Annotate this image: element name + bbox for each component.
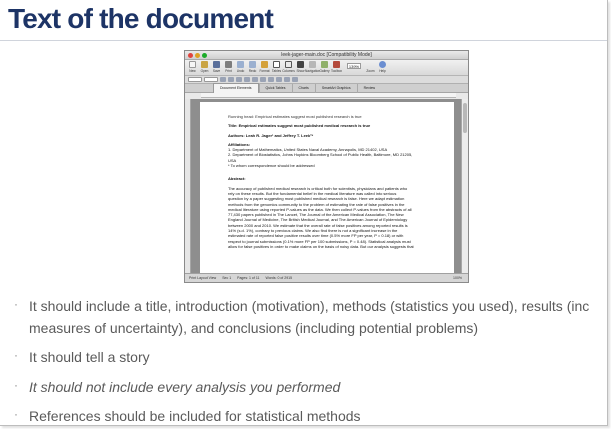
show-button[interactable]: Show (295, 61, 306, 73)
format-button[interactable]: Format (259, 61, 270, 73)
new-button[interactable]: New (187, 61, 198, 73)
abstract-line: question by a paper suggesting most published medical research is false. Here we adapt estimation (228, 196, 405, 202)
vertical-scrollbar[interactable] (461, 99, 468, 273)
abstract-line: 77,430 papers published in The Lancet, The Journal of the American Medical Association, The New (228, 212, 404, 218)
help-icon (379, 61, 386, 68)
tab-document-elements[interactable]: Document Elements (213, 83, 259, 93)
tab-quick-tables[interactable]: Quick Tables (259, 84, 292, 93)
tab-review[interactable]: Review (357, 84, 381, 93)
affiliation-line: * To whom correspondence should be addressed (228, 163, 315, 169)
toolbox-icon (333, 61, 340, 68)
highlight-icon[interactable] (284, 77, 290, 82)
document-area[interactable] (185, 99, 468, 273)
font-select[interactable] (204, 77, 218, 82)
doc-authors: Authors: Leah R. Jager¹ and Jeffrey T. Leek²* (228, 132, 314, 138)
document-page[interactable] (200, 102, 454, 283)
abstract-line: medical literature using reported P-values as the data. We then collect P-values from the abstracts of all (228, 206, 412, 212)
vertical-ruler[interactable] (185, 99, 191, 273)
save-button[interactable]: Save (211, 61, 222, 73)
gallery-button[interactable]: Gallery (319, 61, 330, 73)
affiliation-line: USA (228, 157, 237, 163)
format-brush-icon (261, 61, 268, 68)
tables-button[interactable]: Tables (271, 61, 282, 73)
abstract-line: allow for false positives in order to make claims on the basis of noisy data. But our analysis suggests that (228, 243, 414, 249)
gallery-icon (321, 61, 328, 68)
align-right-icon[interactable] (260, 77, 266, 82)
bullet-dot: · (14, 348, 18, 362)
abstract-line: methods from the genomics community to the problem of estimating the rate of false positives in the (228, 201, 405, 207)
undo-icon (237, 61, 244, 68)
affiliations-label: Affiliations: (228, 141, 250, 147)
abstract-line: The accuracy of published medical research is critical both for scientists, physicians and patients who (228, 185, 408, 191)
view-mode[interactable]: Print Layout View (189, 276, 217, 280)
affiliation-line: 1. Department of Mathematics, United States Naval Academy, Annapolis, MD 21402, USA (228, 147, 388, 153)
status-bar (185, 273, 468, 282)
slide-title: Text of the document (8, 3, 274, 34)
bullet-dot: · (14, 378, 18, 392)
style-select[interactable] (188, 77, 202, 82)
undo-button[interactable]: Undo (235, 61, 246, 73)
word-document-window[interactable] (184, 50, 469, 283)
window-titlebar[interactable] (185, 51, 468, 60)
word-count[interactable]: Words: 0 of 2915 (265, 276, 293, 280)
tab-charts[interactable]: Charts (292, 84, 315, 93)
bullets-icon[interactable] (268, 77, 274, 82)
zoom-select[interactable]: 139% (348, 64, 360, 69)
redo-button[interactable]: Redo (247, 61, 258, 73)
toolbox-button[interactable]: Toolbox (331, 61, 342, 73)
bullet-dot: · (14, 297, 18, 311)
abstract-line: 14% (s.d. 1%), contrary to previous claims. We also find there is not a significant increase in the (228, 228, 398, 234)
align-left-icon[interactable] (244, 77, 250, 82)
align-center-icon[interactable] (252, 77, 258, 82)
page-count: Pages: 1 of 11 (237, 276, 260, 280)
print-button[interactable]: Print (223, 61, 234, 73)
abstract-line: rely on these results. But the fundamental belief in the medical literature was called into serious (228, 190, 397, 196)
doc-title: Title: Empirical estimates suggest most published medical research is true (228, 123, 371, 129)
standard-toolbar (185, 60, 468, 76)
new-document-icon (189, 61, 196, 68)
status-zoom[interactable]: 100% (453, 276, 462, 280)
section-indicator: Sec 1 (222, 276, 232, 280)
abstract-line: between 2000 and 2010. We estimate that the overall rate of false positives among reported results is (228, 222, 408, 228)
numbering-icon[interactable] (276, 77, 282, 82)
redo-icon (249, 61, 256, 68)
printer-icon (225, 61, 232, 68)
affiliation-line: 2. Department of Biostatistics, Johns Hopkins Bloomberg School of Public Health, Baltimore, MD 21205, (228, 152, 413, 158)
window-title: leek-jager-main.doc [Compatibility Mode] (281, 52, 372, 58)
folder-icon (201, 61, 208, 68)
abstract-line: England Journal of Medicine, The British Medical Journal, and The American Journal of Epidemiology (228, 217, 408, 223)
abstract-line: respect to journal submissions (0.1% more FP per 100 submissions, P = 0.48). Statistical analysis must (228, 238, 411, 244)
title-divider (0, 40, 608, 41)
abstract-label: Abstract: (228, 176, 246, 182)
italic-icon[interactable] (228, 77, 234, 82)
underline-icon[interactable] (236, 77, 242, 82)
tab-smartart-graphics[interactable]: SmartArt Graphics (315, 84, 357, 93)
slide: Text of the document leek-jager-main.doc [Compatibility Mode] New Open Save Print Undo Redo Format Tables Columns Show Navigation Gallery Toolbox 139% Zoom Help Document Elements Quick Tables Charts SmartArt Graphics Review Running head: Empirical estimates suggest most published research is true Title: Empirical estimates suggest most published medical research is true Authors: Leah R. Jager¹ and Jeffrey T. Leek²* Affiliations: 1. Department of Mathematics, United States Naval Academy, Annapolis, MD 21402, USA 2. Department of Biostatistics, Johns Hopkins Bloomberg School of Public Health, Baltimore, MD 21205, USA * To whom correspondence should be addressed Abstract: The accuracy of published medical research is critical both for scientists, physicians and patients who rely on these results. But the fundamental belief in the medical literature was called into serious question by a paper suggesting most published medical research is false. Here we adapt estimation methods from the genomics community to the problem of estimating the rate of false positives in the medical literature using reported P-values as the data. We then collect P-values from the abstracts of all 77,430 papers published in The Lancet, The Journal of the American Medical Association, The New England Journal of Medicine, The British Medical Journal, and The American Journal of Epidemiology between 2000 and 2010. We estimate that the overall rate of false positives among reported results is 14% (s.d. 1%), contrary to previous claims. We also find there is not a significant increase in the estimated rate of reported false positive results over time (0.5% more FP per year, P = 0.18) or with respect to journal submissions (0.1% more FP per 100 submissions, P = 0.48). Statistical analysis must allow for false positives in order to make claims on the basis of noisy data. But our analysis suggests that Print Layout View Sec 1 Pages: 1 of 11 Words: 0 of 2915 100% · It should include a title, introduction (motivation), methods (statistics you used), results (inc measures of uncertainty), and conclusions (including potential problems) · It should tell a story · It should not include every analysis you performed · References should be included for statistical methods (0, 0, 608, 426)
bold-icon[interactable] (220, 77, 226, 82)
open-button[interactable]: Open (199, 61, 210, 73)
table-icon (273, 61, 280, 68)
elements-gallery (185, 84, 468, 93)
running-head: Running head: Empirical estimates suggest most published research is true (228, 114, 362, 119)
navigation-icon (309, 61, 316, 68)
help-button[interactable]: Help (377, 61, 388, 73)
pilcrow-icon (297, 61, 304, 68)
font-color-icon[interactable] (292, 77, 298, 82)
abstract-line: estimated rate of reported false positive results over time (0.5% more FP per year, P = 0.18) or with (228, 233, 404, 239)
bullet-dot: · (14, 407, 18, 421)
disk-icon (213, 61, 220, 68)
navigation-button[interactable]: Navigation (307, 61, 318, 73)
scrollbar-thumb[interactable] (463, 103, 467, 133)
zoom-button[interactable]: Zoom (366, 69, 375, 73)
columns-icon (285, 61, 292, 68)
horizontal-ruler[interactable] (201, 93, 456, 98)
columns-button[interactable]: Columns (283, 61, 294, 73)
